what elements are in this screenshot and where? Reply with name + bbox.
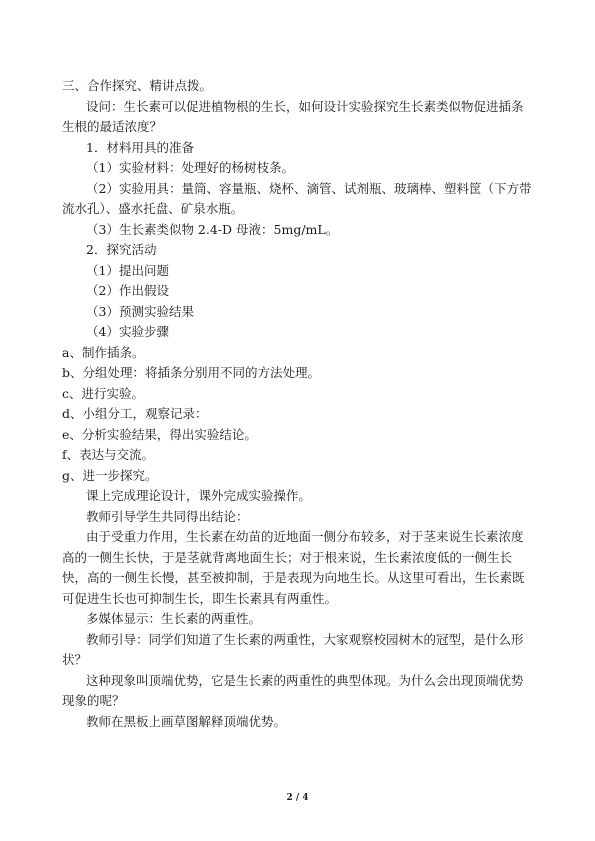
list-item: （4）实验步骤 xyxy=(86,324,169,339)
page-number: 2 / 4 xyxy=(286,793,309,803)
question-paragraph: 设问：生长素可以促进植物根的生长，如何设计实验探究生长素类似物促进插条生根的最适浓度？ xyxy=(62,98,524,134)
body-paragraph: 教师引导：同学们知道了生长素的两重性，大家观察校园树木的冠型，是什么形状？ xyxy=(62,631,524,667)
list-item: （2）作出假设 xyxy=(86,283,169,298)
step-item: d、小组分工，观察记录： xyxy=(62,406,208,421)
body-paragraph: 教师引导学生共同得出结论： xyxy=(86,508,249,524)
list-item: （3）生长素类似物 2.4-D 母液：5mg/mL。 xyxy=(86,221,339,237)
document-body xyxy=(62,76,532,732)
step-item: e、分析实验结果，得出实验结论。 xyxy=(62,426,257,442)
body-paragraph: 这种现象叫顶端优势，它是生长素的两重性的典型体现。为什么会出现顶端优势现象的呢？ xyxy=(62,672,524,708)
step-item: c、进行实验。 xyxy=(62,385,145,401)
step-item: g、进一步探究。 xyxy=(62,467,158,483)
subheading-activity: 2．探究活动 xyxy=(86,242,157,257)
step-item: b、分组处理：将插条分别用不同的方法处理。 xyxy=(62,365,321,380)
list-item: （2）实验用具：量筒、容量瓶、烧杯、滴管、试剂瓶、玻璃棒、塑料筐（下方带流水孔）、盛水托盘、矿泉水瓶。 xyxy=(62,180,532,216)
section-heading: 三、合作探究、精讲点拨。 xyxy=(62,78,213,93)
list-item: （1）实验材料：处理好的杨树枝条。 xyxy=(86,160,294,175)
list-item: （1）提出问题 xyxy=(86,262,169,278)
body-paragraph: 由于受重力作用，生长素在幼苗的近地面一侧分布较多，对于茎来说生长素浓度高的一侧生长快，于是茎就背离地面生长；对于根来说，生长素浓度低的一侧生长快，高的一侧生长慢，甚至被抑制，于是表现为向地生长。从这里可看出，生长素既可促进生长也可抑制生长，即生长素具有两重性。 xyxy=(62,529,525,606)
body-paragraph: 课上完成理论设计，课外完成实验操作。 xyxy=(86,488,312,503)
step-item: f、表达与交流。 xyxy=(62,447,155,462)
body-paragraph: 多媒体显示：生长素的两重性。 xyxy=(86,611,262,626)
subheading-materials: 1．材料用具的准备 xyxy=(86,139,194,155)
list-item: （3）预测实验结果 xyxy=(86,303,194,319)
step-item: a、制作插条。 xyxy=(62,344,145,360)
body-paragraph: 教师在黑板上画草图解释顶端优势。 xyxy=(86,713,287,729)
